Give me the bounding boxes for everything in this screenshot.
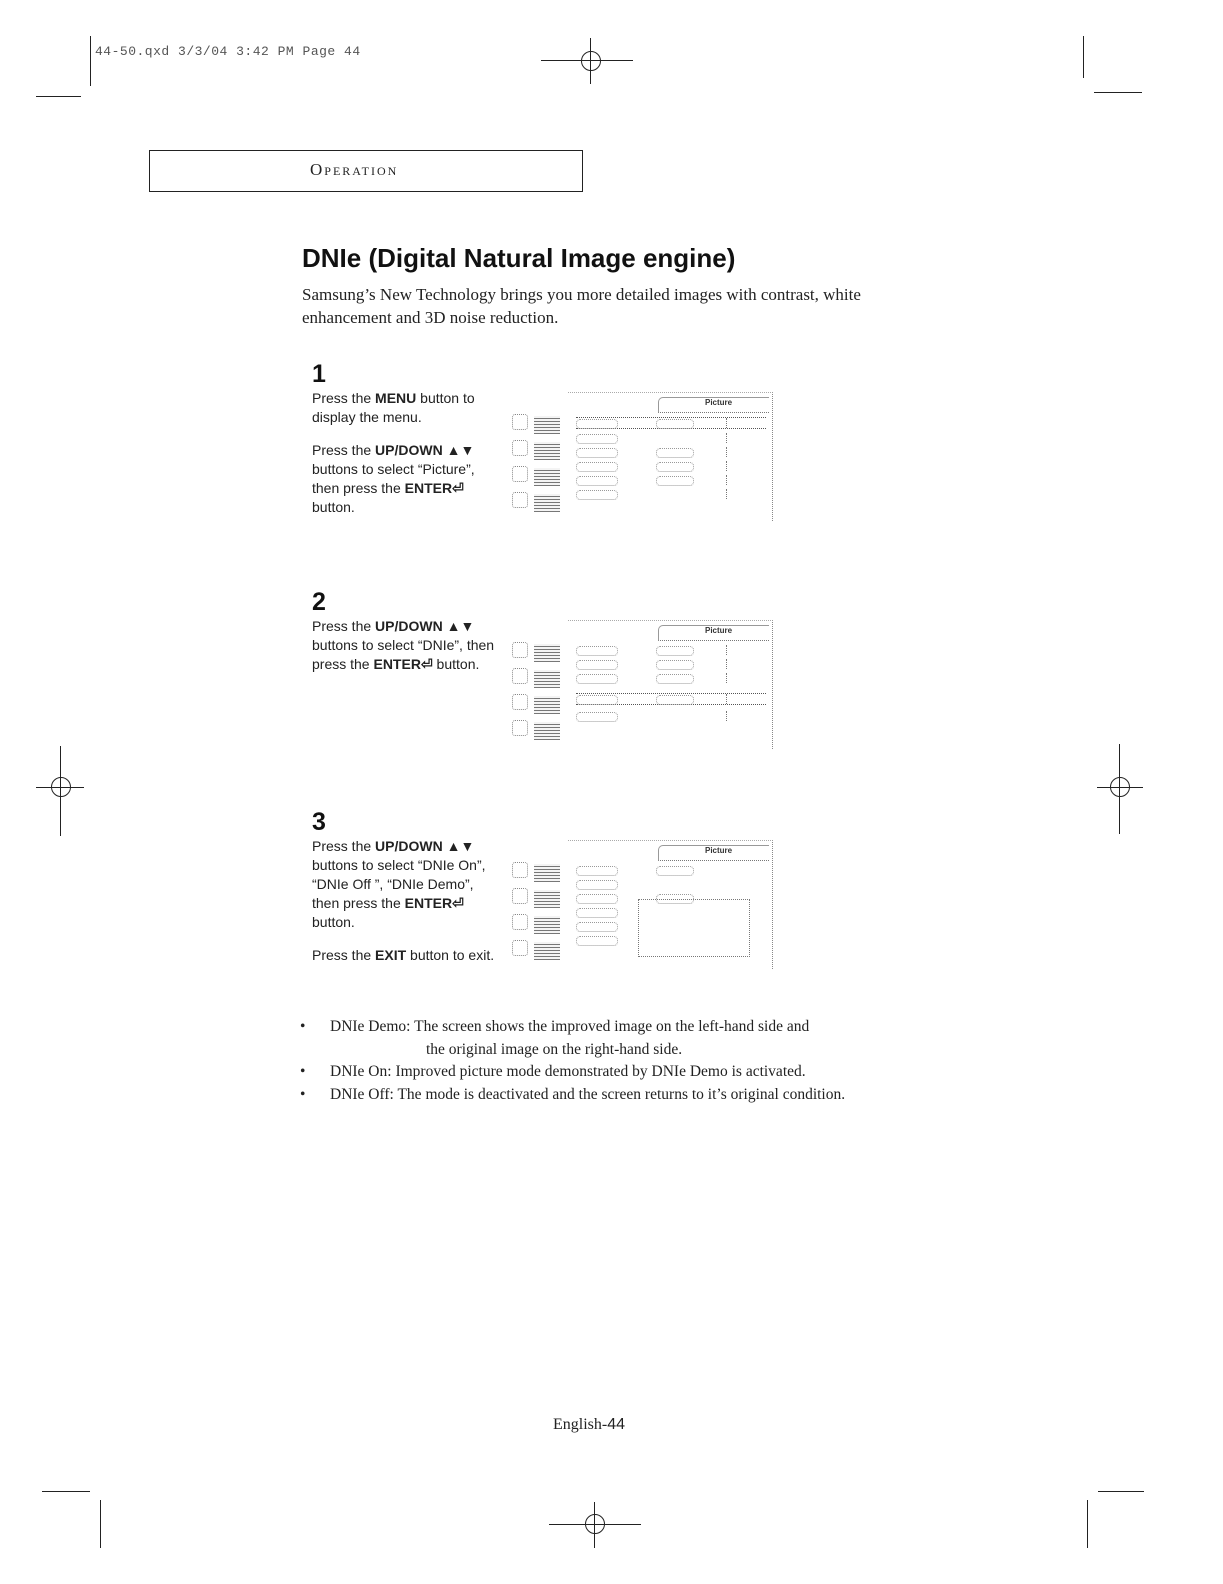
text: Press the <box>312 618 376 634</box>
text: buttons to select “Picture”, then press the <box>312 461 475 496</box>
osd-side-tabs <box>510 638 562 746</box>
text: button. <box>432 656 480 672</box>
note-text-continued: the original image on the right-hand side. <box>426 1040 683 1058</box>
button-name-enter: ENTER <box>373 656 421 672</box>
note-term: DNIe Demo: <box>330 1018 411 1035</box>
enter-icon: ⏎ <box>420 656 433 672</box>
step-number: 2 <box>312 588 326 616</box>
osd-caption: Picture <box>658 397 769 413</box>
button-name-up-down: UP/DOWN ▲▼ <box>375 442 475 458</box>
osd-panel <box>568 392 773 521</box>
step-paragraph <box>312 837 502 932</box>
osd-side-tabs <box>510 858 562 966</box>
registration-mark-icon <box>585 1514 605 1534</box>
crop-mark <box>42 1491 90 1492</box>
registration-mark-icon <box>581 51 601 71</box>
osd-screenshot <box>510 840 772 972</box>
step-paragraph <box>312 441 502 517</box>
step-paragraph <box>312 389 502 427</box>
note-term: DNIe Off: <box>330 1085 394 1103</box>
note-term: DNIe On: <box>330 1063 392 1080</box>
crop-mark <box>36 96 81 97</box>
step-paragraph <box>312 946 502 965</box>
osd-panel <box>568 620 773 749</box>
intro-paragraph: Samsung’s New Technology brings you more detailed images with contrast, white enhancement and 3D noise reduction. <box>302 285 861 327</box>
note-item <box>300 1061 940 1084</box>
button-name-up-down: UP/DOWN ▲▼ <box>375 838 475 854</box>
note-item <box>300 1084 940 1107</box>
text: button. <box>312 914 355 930</box>
osd-caption: Picture <box>658 625 769 641</box>
bullet: • <box>300 1085 306 1103</box>
button-name-enter: ENTER <box>404 480 453 496</box>
registration-mark-icon <box>51 777 71 797</box>
text: button. <box>312 499 355 515</box>
osd-popup <box>638 899 750 957</box>
footer-language: English- <box>553 1416 608 1433</box>
note-text: The screen shows the improved image on the left-hand side and <box>414 1018 810 1035</box>
text: button to display the menu. <box>312 390 475 425</box>
button-name-exit: EXIT <box>375 947 407 963</box>
osd-side-tabs <box>510 410 562 518</box>
button-name-menu: MENU <box>375 390 417 406</box>
osd-panel <box>568 840 773 969</box>
text: Press the <box>312 442 376 458</box>
text: Press the <box>312 947 376 963</box>
page-number: 44 <box>607 1416 626 1433</box>
crop-mark <box>1094 92 1142 93</box>
registration-mark-icon <box>1110 777 1130 797</box>
text: Press the <box>312 838 376 854</box>
print-slug: 44-50.qxd 3/3/04 3:42 PM Page 44 <box>95 44 361 59</box>
enter-icon: ⏎ <box>452 895 464 911</box>
osd-screenshot <box>510 620 772 752</box>
crop-mark <box>90 36 91 86</box>
step-instructions <box>312 837 502 965</box>
osd-screenshot <box>510 392 772 524</box>
enter-icon: ⏎ <box>452 480 464 496</box>
notes-list <box>300 1016 940 1106</box>
crop-mark <box>1098 1491 1144 1492</box>
step-instructions <box>312 617 502 674</box>
text: buttons to select “DNIe”, then press the <box>312 637 495 672</box>
crop-mark <box>1087 1500 1088 1548</box>
page-footer <box>553 1416 625 1434</box>
note-text: Improved picture mode demonstrated by DNIe Demo is activated. <box>395 1063 806 1080</box>
text: Press the <box>312 390 376 406</box>
bullet: • <box>300 1063 306 1080</box>
note-text: The mode is deactivated and the screen returns to it’s original condition. <box>397 1085 846 1103</box>
button-name-up-down: UP/DOWN ▲▼ <box>375 618 475 634</box>
page-title: DNIe (Digital Natural Image engine) <box>302 243 736 273</box>
step-instructions <box>312 389 502 517</box>
text: buttons to select “DNIe On”, “DNIe Off ”, “DNIe Demo”, then press the <box>312 857 486 911</box>
crop-mark <box>100 1500 101 1548</box>
step-number: 1 <box>312 360 326 388</box>
crop-mark <box>1083 36 1084 78</box>
step-number: 3 <box>312 808 326 836</box>
osd-caption: Picture <box>658 845 769 861</box>
section-label: Operation <box>310 160 399 179</box>
step-paragraph <box>312 617 502 674</box>
note-item <box>300 1016 940 1061</box>
text: button to exit. <box>406 947 495 963</box>
bullet: • <box>300 1018 306 1035</box>
button-name-enter: ENTER <box>404 895 453 911</box>
